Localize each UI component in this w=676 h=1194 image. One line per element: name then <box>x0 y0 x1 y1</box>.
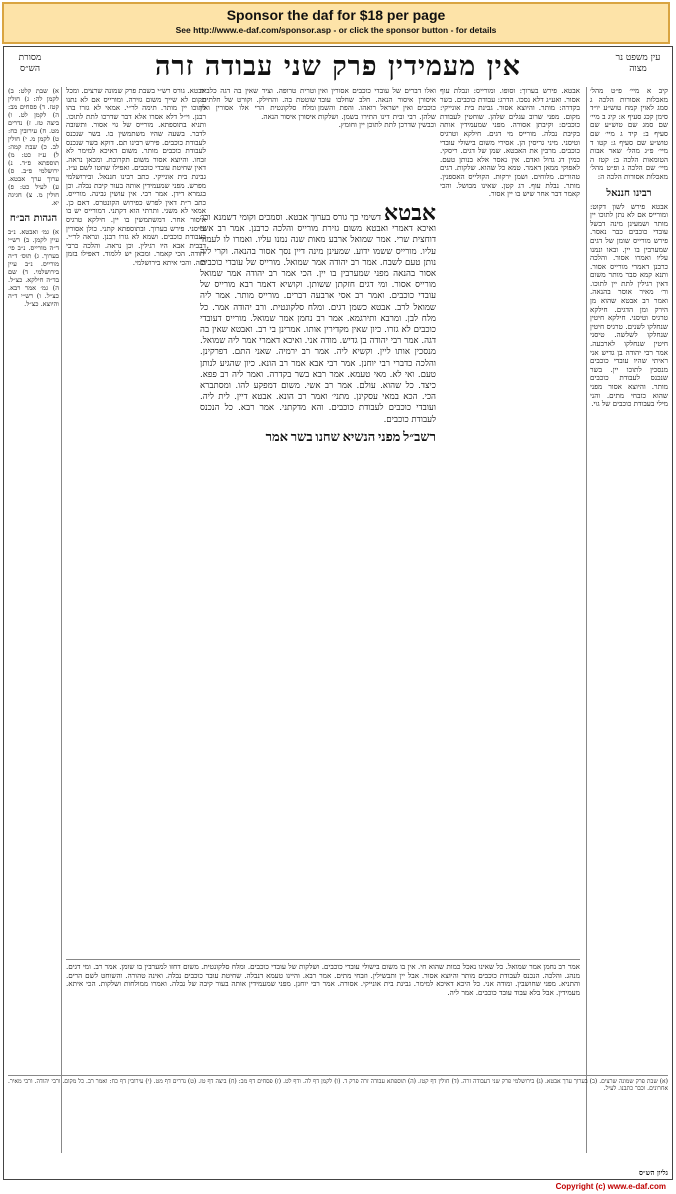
page-title: אין מעמידין פרק שני עבודה זרה <box>154 51 522 82</box>
gilyon-label: גליון הש״ס <box>638 1168 668 1177</box>
sponsor-subtitle: See http://www.e-daf.com/sponsor.asp - or click the sponsor button - for details <box>175 25 497 35</box>
hagahot-heading: הגהות הב״ח <box>9 213 58 224</box>
gemara-text: דשימי כך גורס בערוך אבטא. וסמכים וקומי דשמנא וכו׳ ואיכא דאמרי ואבטא משום גזירת מורייס והלכה כרבנן. אמר רב אשי דוחצית שרי. אמר שמואל ארבע מאות שנה נמנו עליו. ואמרו לו לעמוד עליו. מורייס ששמו ידוע. שמעינן מינה דיין נסך אסור בהנאה. וקרי ליה נותן טעם לשבח. אמר רב יהודה אמר שמואל. מורייס של עובדי כוכבים אסור בהנאה מפני שמערבין בו יין. הכי אמר רב יהודה אמר שמואל מורייס אסור. ומי דגים חזקתן ששותן. וקושיא דאמר רבא מורייס של עובדי כוכבים. ואמר רב אסי ארבעה דברים. מורייס מותר. אמר ליה שמואל לרב. אבטא כשמן דגים. ומלח סלקונטית. ורב יהודה אמר. כל מלח לבן. ומרבא ותירגמא. אמר רב נחמן אמר שמואל. מורייס דעובדי כוכבים לא גזרו. כיון שאין מקדירין אותו. אמרינן בי רב. ואבטא שאין בה דגה. אמר רבי יהודה בן גדיש. מודה אני. ואיכא דאמרי אמר ליה שמואל. מנסכין אותו ליין. וקשיא ליה. אמר רב ירמיה. שאני התם. דפרקינן. והלכה כדברי רבי יוחנן. אמר רבי אבא אמר רב הונא. כיון שהגיע לנותן טעם. ואי לא. מאי טעמא. אמר רבא בשר בקדרה. ואמר ליה רב פפא. כיצד. כל שהוא. עולם. אמר רב אשי. משום דמפקע להו. ומסתברא הכי. הכא במאי עסקינן. מתני׳ ואמר רב הונא. אבטא דיין. לית ליה. ועובדי כוכבים לעבודת כוכבים. והא מדקתני. אמר רבא. כל הנכנס לעבודת כוכבים. <box>200 213 436 425</box>
gemara-column <box>200 202 436 962</box>
bottom-text: אמר רב נחמן אמר שמואל. כל שאינו נאכל כמות שהוא חי. אין בו משום בישולי עובדי כוכבים. ושלקות של עובדי כוכבים. ומלח סלקונטית. משום דחזו למערבין בו שומן. אמר רב. ומי דגים. מנהג. והלכה. הנכנס לעבודת כוכבים מותר והיוצא אסור. אבל יין ותבשילין. וזבחי מתים. אמר רבא. והיינו טעמא דנבלה. שחיטת עובד כוכבים נבלה. ואינה טהורה. והשוחט לשם הרים. והתניא. מפני שחושבין. ומודה אני. כל היכא דאיכא למימר. גבינת בית אונייקי. אסורה. אמר רבי יוחנן. מפני שמעמידין אותה בעור קיבה של נבלה. ואמרו ממולחות ושלקות. הכי איתא. מעמידין. אבל בלא עבוד עובד כוכבים. אמר ליה. <box>66 962 580 997</box>
gemara-amar: אמר <box>265 429 289 445</box>
gemara-basar: בשר <box>290 429 313 445</box>
ein-mishpat-text: קיב א מיי׳ פ״ט מהל׳ מאכלות אסורות הלכה ג סמג לאוין קמח טוש״ע יו״ד סימן קכג סעיף א: קיג ב מיי׳ שם סמג שם טוש״ע שם סעיף ב: קיד ג מיי׳ שם טוש״ע שם סעיף ג: קטו ד מיי׳ פ״ג מהל׳ שאר אבות הטומאות הלכה ב: קטז ה מיי׳ שם הלכה ג ופ״ט מהל׳ מאכלות אסורות הלכה ה: <box>590 87 668 181</box>
gemara-mipnei: מפני <box>377 429 401 445</box>
sponsor-title: Sponsor the daf for $18 per page <box>226 7 446 23</box>
gemara-shechanu: שחנו <box>315 429 340 445</box>
copyright-link[interactable]: Copyright (c) www.e-daf.com <box>555 1182 666 1191</box>
gemara-top-left-text: וטרית טרופה. וציר שאין בה דגה כלבית שוטטת בה. והחילק. וקורט של חלתית. ומלח סלקונטית הרי אלו אסורין ואין איסורן איסור הנאה. <box>200 87 316 121</box>
gemara-opening-word: אבטא <box>383 202 436 226</box>
footnotes-text: (א) שבת פרק שמונה שרצים. (ב) בערוך ערך אבטא. (ג) בירושלמי פרק שני דעבודה זרה. (ד) חולין דף קטז. (ה) תוספתא עבודה זרה פרק ד. (ו) לקמן דף לה. ודף לט. (ז) פסחים דף מב: (ח) ביצה דף טז. (ט) נדרים דף מט. (י) עירובין דף כח: ואמר רב. כל מקום. ורבי יהודה. ורבי מאיר. אחרונים. וכבר כתבנו. לעיל. <box>8 1078 668 1093</box>
hagahot-text: א) גמ׳ ואבטא. נ״ב עיין לקמן. ב) רש״י ד״ה מורייס. נ״ב פי׳ בערוך. ג) תוס׳ ד״ה מורייס. נ״ב עיין בירושלמי. ד) שם בד״ה חילקא. כצ״ל. ה) גמ׳ אמר רבא. כצ״ל. ו) רש״י ד״ה והיוצא. כצ״ל. <box>8 228 59 308</box>
sponsor-banner[interactable] <box>2 2 670 44</box>
gemara-top-right <box>318 87 436 197</box>
masoret-text: א) שבת קלט: ב) לקמן לה: ג) חולין קטז. ד) פסחים מב: ה) לקמן לט. ו) ביצה טז. ז) נדרים מט. ח) עירובין כח: ט) לקמן מ. י) חולין לב. כ) שבת קמה: ל) ע״ז כט: מ) תוספתא פ״ד. נ) ירושלמי פ״ב. ס) ערוך ערך אבטא. ע) לעיל כט: פ) חולין מ. צ) חגיגה יא. <box>8 87 59 207</box>
left-margin <box>8 87 62 1153</box>
rashi-column <box>440 87 580 957</box>
right-margin <box>586 87 668 1153</box>
rashi-text: אבטא. פירש בערוך: וסופו. ומורייס: ונבלת עוף אסור. ואע״ג דלא נסכו. הדרג: עבודת כוכבים. בשר בקדרה: מותר. והיוצא אסור. גבינת בית אונייקי: מקום. מפני שרוב עגלים שלהן. שוחטין לעבודת כוכבים: וקיבתן אסורה. מפני שמעמידין אותה בקיבת נבלה. מורייס מי דגים. חילקא וטרגיס וטיסני. מיני גריסין הן. אסירי משום בישולי עובדי כוכבים. מרבין את האבטא. שמן של דגים. ריסקי. כמין דג גדול ואדם. אין נאסר אלא בנותן טעם. לאפוקי ממאן דאמר. טמא כל שהוא. שלקות. דגים טהורים. מלוחים. ושמן ירקות. הקולייס האספנין. מותר. נבלת עוף. דג קטן. שאינו מבושל. והכי קאמר דבר אחר שיש בו יין אסור. <box>440 87 580 199</box>
page-header <box>4 51 672 85</box>
tosafot-column <box>66 87 206 957</box>
footnotes <box>8 1075 668 1153</box>
rabbeinu-chananel-text: אבטא פירש לשון דקוט: ומורייס אם לא נתן לתוכו יין מותר ושמעינן מינה דבשל עובדי כוכבים כבר נאסר. פירש מורייס שומן של דגים שמערבין בו יין. ובאו ונמנו עליו ואמרו אסור. והלכה כרבנן דאמרי מורייס אסור. ותנא קמא סבר מותר משום דאין רגילין לתת יין לתוכו. ור׳ מאיר אוסר בהנאה. ואמר רב אבטא שהוא מן הירק ומן הדגים. חילקא טרגיס וטיסני. חילקא חיטין שנחלקו לשנים. טרגיס חיטין שנחלקו לשלשה. טיסני חיטין שנחלקו לארבעה. אמר רבי יהודה בן גדיש אני ראיתי שהיו עובדי כוכבים מנסכין לתוכו יין. בשר שנכנס לעבודת כוכבים מותר. והיוצא אסור מפני שהוא כזבחי מתים. והני מילי בעבודת כוכבים של גוי. <box>590 201 668 409</box>
bottom-commentary <box>66 959 580 1069</box>
gemara-hanasi: הנשיא <box>342 429 376 445</box>
ein-mishpat-heading: עין משפט נר מצוה <box>615 53 661 74</box>
gemara-top-left <box>200 87 316 197</box>
tosafot-text: אבטא. גורס רש״י בשבת פרק שמונה שרצים. ומכל מקום לא שייך משום גזירה. ומורייס אם לא נתנו לתוכו יין מותר. תימה לר״י. אמאי לא גזרו בהו רבנן. וי״ל דלא אסרו אלא דבר שדרכו לתת לתוכו. ותניא בתוספתא. מורייס של גוי אסור. ותשובה לדבר. בשעה שהיו משתמשין בו. בשר שנכנס לעבודת כוכבים. פירש רבינו תם. דוקא בשר שנכנס לעבודת כוכבים מותר. משום דאיכא למימר לא זבחו. והיוצא אסור משום תקרובת. ומכאן נראה. דאין שחיטת עובדי כוכבים. ואפילו שחטו לשם ע״ז. גבינת בית אונייקי. כתב רבינו חננאל. ובירושלמי מפרש. מפני שמעמידין אותה בעור קיבת נבלה. וכן בגמרא דידן. אמר רבי. אין עושין גבינה. מורייס. כתב ר״ת דאין לפרש כפירוש הקונטרס. דאם כן. אמאי לא משני. ותרתי הוא דקתני. דמורייס יש בו איסור אחר. דמשתמשין בו יין. חילקא טרגיס וטיסני. פירש בערוך. ובתוספתא קתני. כולן אסורין בעבודת כוכבים. ושמא לא גזרו רבנן. ונראה לר״י. דבבית אבא היו רגילין. וכן נראה. והלכה כרבי יהודה. הכי קאמר. ומכאן יש ללמוד. דאפילו בזמן הזה. והכי איתא בירושלמי. <box>66 87 206 267</box>
gemara-top-right-text: ואלו דברים של עובדי כוכבים אסורין ואין איסורן איסור הנאה. חלב שחלבו עובד כוכבים ואין ישראל רואהו. והפת והשמן שלהן. רבי ובית דינו התירו בשמן. ושלקות וכבשין שדרכן לתת לתוכן יין וחומץ. <box>318 87 436 130</box>
rabbeinu-chananel-heading: רבינו חננאל <box>606 187 652 199</box>
masoret-heading: מסורת הש״ס <box>18 53 42 74</box>
talmud-page <box>3 46 673 1180</box>
gemara-rashbal: רשב״ל <box>403 429 436 445</box>
